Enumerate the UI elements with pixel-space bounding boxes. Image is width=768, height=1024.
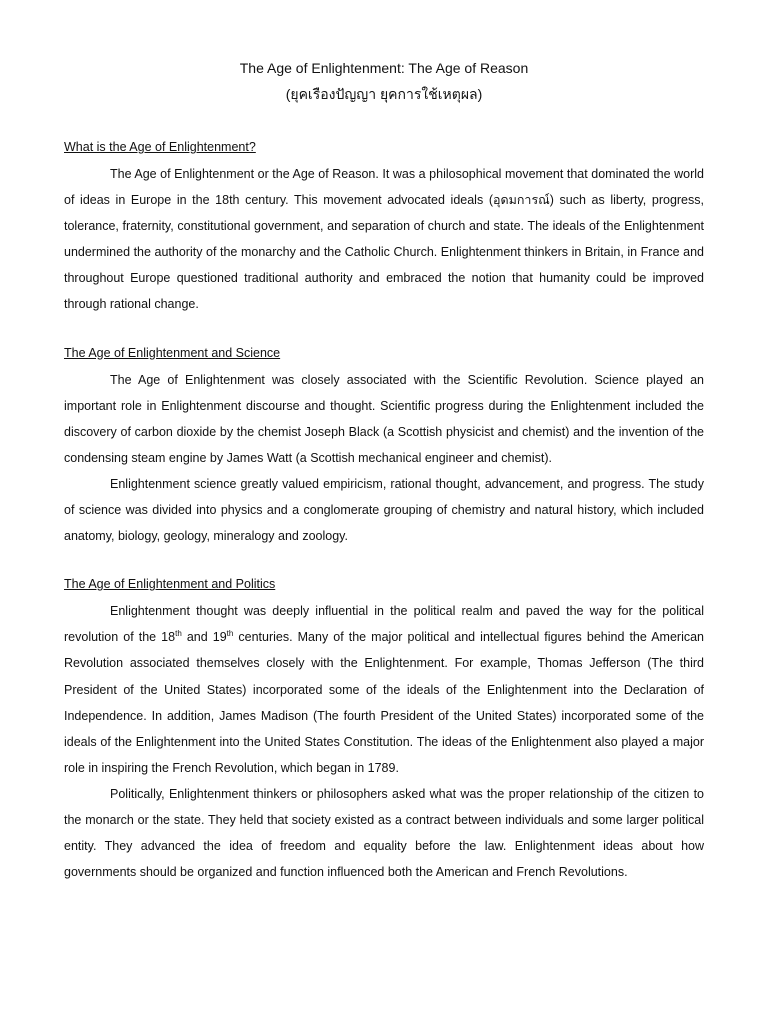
paragraph [64,598,704,781]
superscript-th: th [226,629,234,639]
paragraph: The Age of Enlightenment was closely associated with the Scientific Revolution. Science played an important role in Enlightenment discourse and thought. Scientific progress during the Enlightenment included the discovery of carbon dioxide by the chemist Joseph Black (a Scottish physicist and chemist) and the invention of the condensing steam engine by James Watt (a Scottish mechanical engineer and chemist). [64,372,704,465]
section-enlightenment-science [64,344,704,550]
paragraph: The Age of Enlightenment or the Age of Reason. It was a philosophical movement that dominated the world of ideas in Europe in the 18th century. This movement advocated ideals (อุดมการณ์) such as liberty, progress, tolerance, fraternity, constitutional government, and separation of church and state. The ideals of the Enlightenment undermined the authority of the monarchy and the Catholic Church. Enlightenment thinkers in Britain, in France and throughout Europe questioned traditional authority and embraced the notion that humanity could be improved through rational change. [64,167,704,312]
section-heading: The Age of Enlightenment and Politics [64,577,276,592]
section-what-is-enlightenment [64,138,704,318]
paragraph-text: and 19 [181,630,227,645]
section-heading: What is the Age of Enlightenment? [64,140,256,154]
superscript-th: th [175,629,182,639]
section-enlightenment-politics [64,575,704,885]
document-subtitle-thai: (ยุคเรืองปัญญา ยุคการใช้เหตุผล) [285,86,483,102]
paragraph: Politically, Enlightenment thinkers or philosophers asked what was the proper relationship of the citizen to the monarch or the state. They held that society existed as a contract between individuals and some larger political entity. They advanced the idea of freedom and equality before the law. Enlightenment ideas about how governments should be organized and function influenced both the American and French Revolutions. [64,786,704,880]
paragraph: Enlightenment science greatly valued empiricism, rational thought, advancement, and progress. The study of science was divided into physics and a conglomerate grouping of chemistry and natural history, which included anatomy, biology, geology, mineralogy and zoology. [64,476,704,544]
paragraph-text: Enlightenment thought was deeply influential in the political realm and paved the way for the political revolution of the 18 [64,604,704,645]
document-title: The Age of Enlightenment: The Age of Reason [239,60,529,76]
section-heading: The Age of Enlightenment and Science [64,345,281,360]
paragraph-text: centuries. Many of the major political and intellectual figures behind the American Revolution associated themselves closely with the Enlightenment. For example, Thomas Jefferson (The third President of the United States) incorporated some of the ideals of the Enlightenment into the Declaration of Independence. In addition, James Madison (The fourth President of the United States) incorporated some of the ideals of the Enlightenment into the United States Constitution. The ideas of the Enlightenment also played a major role in inspiring the French Revolution, which began in 1789. [64,630,705,775]
